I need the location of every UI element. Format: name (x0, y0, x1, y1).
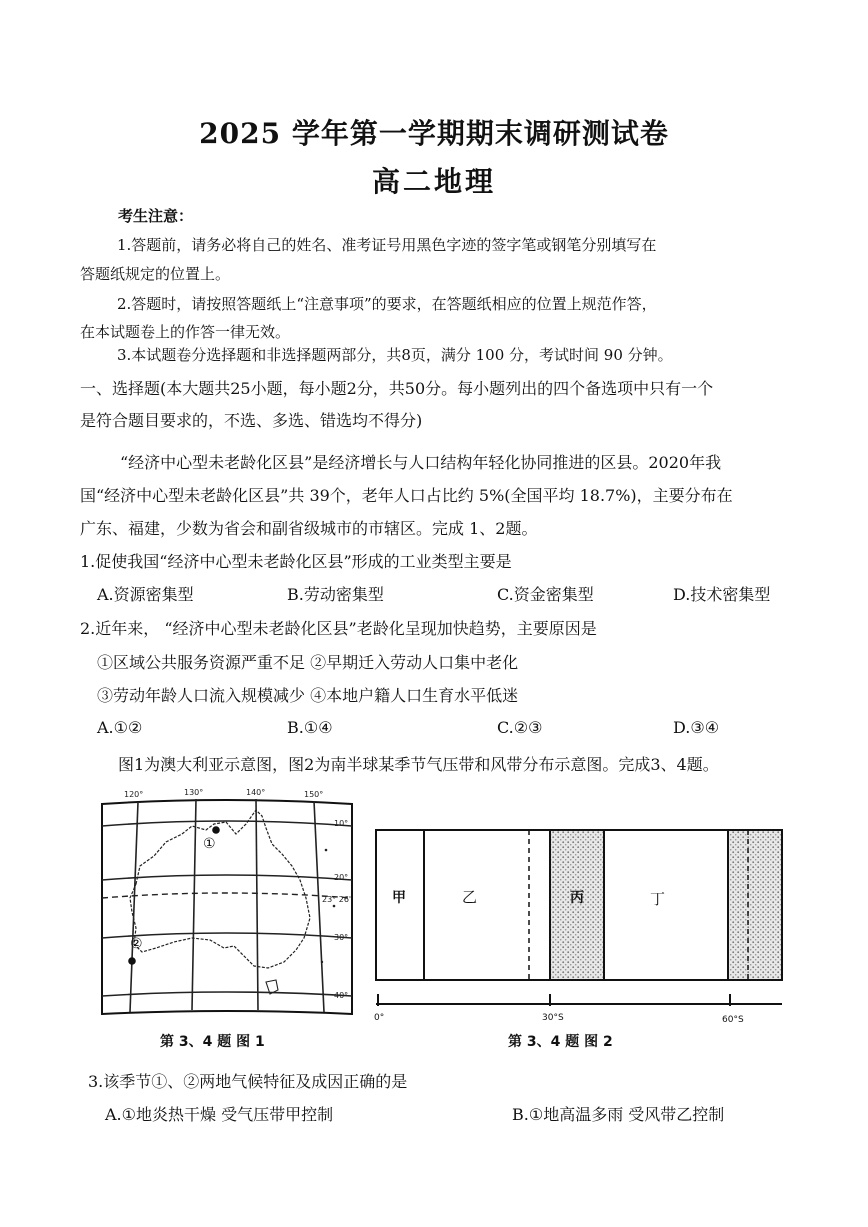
lon-label-120: 120° (124, 790, 144, 799)
figure-1-caption: 第 3、4 题 图 1 (160, 1034, 265, 1050)
zone-yi-label: 乙 (462, 888, 478, 906)
section-heading: 一、选择题(本大题共25小题，每小题2分，共50分。每小题列出的四个备选项中只有一个 (80, 379, 714, 398)
zone-ding-label: 丁 (650, 890, 666, 908)
figure-1-australia-map (96, 788, 361, 1020)
zone-bing-label: 丙 (570, 890, 584, 906)
notice-heading: 考生注意： (118, 207, 194, 225)
tick-label-60s: 60°S (722, 1015, 744, 1025)
question-2-option-a: A.①② (97, 718, 143, 737)
marker-2-label: ② (130, 936, 143, 952)
lon-label-150: 150° (304, 790, 324, 799)
marker-1-label: ① (203, 836, 216, 852)
map-frame (102, 800, 352, 1014)
notice-item-1-cont: 答题纸规定的位置上。 (80, 265, 231, 283)
section-heading-cont: 是符合题目要求的，不选、多选、错选均不得分) (80, 411, 423, 430)
page-title: 2025 学年第一学期期末调研测试卷 (199, 117, 669, 150)
question-3-option-a: A.①地炎热干燥 受气压带甲控制 (105, 1105, 334, 1124)
question-2-stem: 2.近年来， “经济中心型未老龄化区县”老龄化呈现加快趋势，主要原因是 (80, 619, 597, 638)
marker-2-dot (128, 957, 136, 965)
passage-2: 图1为澳大利亚示意图，图2为南半球某季节气压带和风带分布示意图。完成3、4题。 (118, 755, 719, 774)
question-1-option-c: C.资金密集型 (497, 585, 594, 604)
lat-label-20: 20° (334, 873, 349, 882)
lon-label-130: 130° (184, 788, 204, 797)
question-2-option-d: D.③④ (673, 718, 720, 737)
marker-1-dot (212, 826, 220, 834)
lat-label-30: 30° (334, 933, 349, 942)
question-3-option-b: B.①地高温多雨 受风带乙控制 (512, 1105, 725, 1124)
notice-item-3: 3.本试题卷分选择题和非选择题两部分，共8页，满分 100 分，考试时间 90 分钟。 (117, 346, 673, 364)
tick-label-0: 0° (374, 1013, 385, 1023)
notice-item-2: 2.答题时，请按照答题纸上“注意事项”的要求，在答题纸相应的位置上规范作答， (117, 295, 657, 313)
lat-label-10: 10° (334, 819, 349, 828)
question-1-option-b: B.劳动密集型 (287, 585, 384, 604)
question-2-statements-2: ③劳动年龄人口流入规模减少 ④本地户籍人口生育水平低迷 (97, 686, 519, 705)
lon-label-140: 140° (246, 788, 266, 797)
passage-1-line-2: 国“经济中心型未老龄化区县”共 39个，老年人口占比约 5%(全国平均 18.7%)，主要分布在 (80, 486, 733, 505)
passage-1-line-1: “经济中心型未老龄化区县”是经济增长与人口结构年轻化协同推进的区县。2020年我 (120, 453, 722, 472)
question-1-option-d: D.技术密集型 (673, 585, 771, 604)
zone-jia-label: 甲 (392, 890, 406, 906)
question-2-option-c: C.②③ (497, 718, 543, 737)
figure-2-caption: 第 3、4 题 图 2 (508, 1034, 613, 1050)
question-2-statements-1: ①区域公共服务资源严重不足 ②早期迁入劳动人口集中老化 (97, 653, 519, 672)
tick-label-30s: 30°S (542, 1013, 564, 1023)
zone-right-shading (728, 831, 781, 979)
page-subtitle: 高二地理 (371, 165, 496, 198)
notice-item-2-cont: 在本试题卷上的作答一律无效。 (80, 323, 291, 341)
question-3-stem: 3.该季节①、②两地气候特征及成因正确的是 (88, 1072, 408, 1091)
question-1-stem: 1.促使我国“经济中心型未老龄化区县”形成的工业类型主要是 (80, 552, 512, 571)
question-2-option-b: B.①④ (287, 718, 333, 737)
figure-2-pressure-wind-belts (372, 826, 787, 1026)
passage-1-line-3: 广东、福建，少数为省会和副省级城市的市辖区。完成 1、2题。 (80, 519, 538, 538)
lat-label-40: 40° (334, 991, 349, 1000)
question-1-option-a: A.资源密集型 (97, 585, 194, 604)
lat-label-tropic: 23° 26' (322, 895, 352, 904)
notice-item-1: 1.答题前，请务必将自己的姓名、准考证号用黑色字迹的签字笔或钢笔分别填写在 (117, 236, 657, 254)
